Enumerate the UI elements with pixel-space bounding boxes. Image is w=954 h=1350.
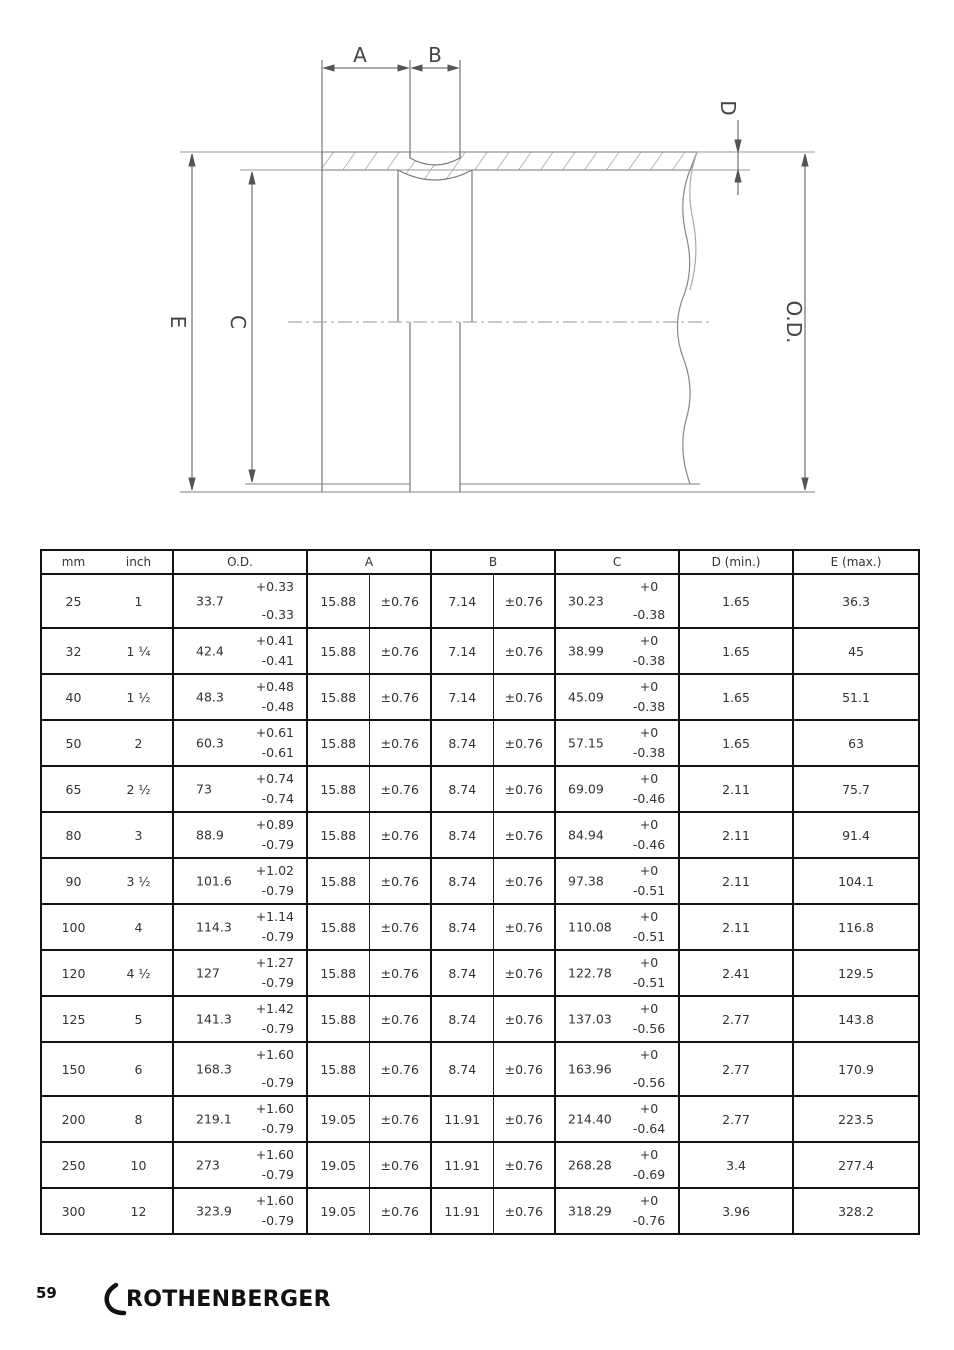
cell-a-tolerance: ±0.76 xyxy=(369,674,431,720)
od-plus-tolerance: +0.74 xyxy=(255,771,294,786)
cell-a: 19.05 xyxy=(307,1188,369,1234)
od-plus-tolerance: +0.41 xyxy=(255,633,294,648)
od-plus-tolerance: +1.02 xyxy=(255,863,294,878)
cell-d-min: 3.4 xyxy=(679,1142,793,1188)
table-row xyxy=(41,858,919,904)
cell-mm: 300 xyxy=(61,1203,86,1219)
cell-b-tolerance: ±0.76 xyxy=(493,950,555,996)
od-value: 273 xyxy=(196,1157,220,1173)
groove-dimension-drawing xyxy=(0,0,954,520)
c-plus-tolerance: +0 xyxy=(639,1047,659,1062)
cell-c xyxy=(555,1188,679,1234)
cell-a: 15.88 xyxy=(307,574,369,628)
cell-od xyxy=(173,904,307,950)
od-minus-tolerance: -0.79 xyxy=(261,1213,294,1228)
label-b: B xyxy=(428,43,442,67)
cell-a-tolerance: ±0.76 xyxy=(369,1042,431,1096)
groove-dimensions-table xyxy=(40,549,920,1235)
cell-a-tolerance: ±0.76 xyxy=(369,904,431,950)
header-e: E (max.) xyxy=(793,550,919,574)
cell-inch: 1 ¼ xyxy=(126,643,151,659)
cell-d-min: 2.77 xyxy=(679,1042,793,1096)
od-minus-tolerance: -0.33 xyxy=(261,607,294,622)
cell-d-min: 2.77 xyxy=(679,996,793,1042)
cell-b: 8.74 xyxy=(431,720,493,766)
cell-c xyxy=(555,812,679,858)
page-footer xyxy=(0,1270,954,1330)
od-plus-tolerance: +0.48 xyxy=(255,679,294,694)
table-row xyxy=(41,1142,919,1188)
cell-a-tolerance: ±0.76 xyxy=(369,1142,431,1188)
table-row xyxy=(41,1042,919,1096)
table-row xyxy=(41,574,919,628)
od-minus-tolerance: -0.79 xyxy=(261,837,294,852)
cell-a: 15.88 xyxy=(307,996,369,1042)
cell-e-max: 170.9 xyxy=(793,1042,919,1096)
cell-d-min: 2.77 xyxy=(679,1096,793,1142)
c-minus-tolerance: -0.56 xyxy=(632,1075,666,1090)
header-c: C xyxy=(555,550,679,574)
c-minus-tolerance: -0.51 xyxy=(632,929,666,944)
cell-mm: 100 xyxy=(61,919,86,935)
od-plus-tolerance: +1.60 xyxy=(255,1147,294,1162)
cell-a: 15.88 xyxy=(307,858,369,904)
cell-a: 15.88 xyxy=(307,674,369,720)
c-value: 318.29 xyxy=(568,1203,612,1219)
cell-a-tolerance: ±0.76 xyxy=(369,1188,431,1234)
cell-d-min: 2.11 xyxy=(679,858,793,904)
cell-mm: 50 xyxy=(65,735,82,751)
cell-e-max: 91.4 xyxy=(793,812,919,858)
c-plus-tolerance: +0 xyxy=(639,679,659,694)
cell-mm: 65 xyxy=(65,781,82,797)
cell-d-min: 1.65 xyxy=(679,674,793,720)
table-row xyxy=(41,720,919,766)
table-row xyxy=(41,628,919,674)
cell-b-tolerance: ±0.76 xyxy=(493,1042,555,1096)
cell-b: 7.14 xyxy=(431,628,493,674)
cell-a-tolerance: ±0.76 xyxy=(369,766,431,812)
cell-a: 19.05 xyxy=(307,1142,369,1188)
cell-b-tolerance: ±0.76 xyxy=(493,574,555,628)
cell-c xyxy=(555,996,679,1042)
od-plus-tolerance: +0.89 xyxy=(255,817,294,832)
cell-e-max: 129.5 xyxy=(793,950,919,996)
c-plus-tolerance: +0 xyxy=(639,955,659,970)
cell-c xyxy=(555,904,679,950)
cell-b: 8.74 xyxy=(431,904,493,950)
od-plus-tolerance: +0.61 xyxy=(255,725,294,740)
cell-a-tolerance: ±0.76 xyxy=(369,812,431,858)
c-minus-tolerance: -0.76 xyxy=(632,1213,666,1228)
cell-e-max: 51.1 xyxy=(793,674,919,720)
od-minus-tolerance: -0.79 xyxy=(261,1021,294,1036)
cell-b-tolerance: ±0.76 xyxy=(493,628,555,674)
cell-b: 8.74 xyxy=(431,812,493,858)
cell-e-max: 143.8 xyxy=(793,996,919,1042)
cell-e-max: 63 xyxy=(793,720,919,766)
c-value: 30.23 xyxy=(568,593,604,609)
od-value: 60.3 xyxy=(196,735,224,751)
cell-b: 11.91 xyxy=(431,1188,493,1234)
od-value: 141.3 xyxy=(196,1011,232,1027)
cell-e-max: 104.1 xyxy=(793,858,919,904)
cell-mm: 120 xyxy=(61,965,86,981)
cell-od xyxy=(173,1142,307,1188)
cell-inch: 1 ½ xyxy=(126,689,151,705)
cell-d-min: 1.65 xyxy=(679,574,793,628)
label-d: D xyxy=(716,100,740,116)
cell-b-tolerance: ±0.76 xyxy=(493,858,555,904)
c-minus-tolerance: -0.56 xyxy=(632,1021,666,1036)
page-number: 59 xyxy=(36,1284,57,1302)
c-value: 38.99 xyxy=(568,643,604,659)
cell-e-max: 45 xyxy=(793,628,919,674)
cell-b-tolerance: ±0.76 xyxy=(493,996,555,1042)
cell-b-tolerance: ±0.76 xyxy=(493,1096,555,1142)
cell-inch: 4 xyxy=(134,919,143,935)
od-minus-tolerance: -0.74 xyxy=(261,791,294,806)
cell-od xyxy=(173,1096,307,1142)
cell-c xyxy=(555,1142,679,1188)
cell-inch: 2 ½ xyxy=(126,781,151,797)
cell-d-min: 1.65 xyxy=(679,628,793,674)
cell-od xyxy=(173,996,307,1042)
od-value: 73 xyxy=(196,781,212,797)
cell-od xyxy=(173,1042,307,1096)
cell-a: 15.88 xyxy=(307,812,369,858)
table-header-row xyxy=(41,550,919,574)
cell-e-max: 328.2 xyxy=(793,1188,919,1234)
header-od: O.D. xyxy=(173,550,307,574)
c-value: 110.08 xyxy=(568,919,612,935)
od-plus-tolerance: +1.60 xyxy=(255,1101,294,1116)
c-value: 97.38 xyxy=(568,873,604,889)
cell-b: 8.74 xyxy=(431,1042,493,1096)
c-plus-tolerance: +0 xyxy=(639,579,659,594)
c-plus-tolerance: +0 xyxy=(639,1147,659,1162)
od-plus-tolerance: +1.42 xyxy=(255,1001,294,1016)
od-minus-tolerance: -0.48 xyxy=(261,699,294,714)
c-minus-tolerance: -0.46 xyxy=(632,791,666,806)
cell-a: 19.05 xyxy=(307,1096,369,1142)
od-minus-tolerance: -0.79 xyxy=(261,883,294,898)
cell-c xyxy=(555,1042,679,1096)
label-a: A xyxy=(353,43,367,67)
header-inch: inch xyxy=(105,550,173,574)
cell-a: 15.88 xyxy=(307,720,369,766)
cell-mm: 90 xyxy=(65,873,82,889)
od-value: 114.3 xyxy=(196,919,232,935)
table-row xyxy=(41,766,919,812)
cell-a-tolerance: ±0.76 xyxy=(369,628,431,674)
c-plus-tolerance: +0 xyxy=(639,633,659,648)
c-value: 214.40 xyxy=(568,1111,612,1127)
label-c: C xyxy=(226,315,250,329)
cell-a: 15.88 xyxy=(307,1042,369,1096)
cell-b: 11.91 xyxy=(431,1096,493,1142)
cell-b: 7.14 xyxy=(431,674,493,720)
cell-mm: 150 xyxy=(61,1061,86,1077)
cell-c xyxy=(555,766,679,812)
cell-c xyxy=(555,1096,679,1142)
header-b: B xyxy=(431,550,555,574)
cell-od xyxy=(173,1188,307,1234)
c-value: 163.96 xyxy=(568,1061,612,1077)
cell-mm: 125 xyxy=(61,1011,86,1027)
cell-a-tolerance: ±0.76 xyxy=(369,1096,431,1142)
od-minus-tolerance: -0.79 xyxy=(261,1167,294,1182)
label-e: E xyxy=(166,315,190,329)
c-minus-tolerance: -0.46 xyxy=(632,837,666,852)
od-minus-tolerance: -0.79 xyxy=(261,1121,294,1136)
od-plus-tolerance: +1.14 xyxy=(255,909,294,924)
c-value: 137.03 xyxy=(568,1011,612,1027)
cell-inch: 4 ½ xyxy=(126,965,151,981)
od-plus-tolerance: +1.60 xyxy=(255,1193,294,1208)
cell-od xyxy=(173,858,307,904)
cell-mm: 25 xyxy=(65,593,82,609)
c-value: 69.09 xyxy=(568,781,604,797)
cell-b: 8.74 xyxy=(431,858,493,904)
od-value: 323.9 xyxy=(196,1203,232,1219)
cell-od xyxy=(173,766,307,812)
table-row xyxy=(41,950,919,996)
c-plus-tolerance: +0 xyxy=(639,909,659,924)
cell-a-tolerance: ±0.76 xyxy=(369,996,431,1042)
cell-b-tolerance: ±0.76 xyxy=(493,812,555,858)
cell-e-max: 223.5 xyxy=(793,1096,919,1142)
cell-od xyxy=(173,720,307,766)
od-value: 88.9 xyxy=(196,827,224,843)
cell-d-min: 1.65 xyxy=(679,720,793,766)
cell-c xyxy=(555,720,679,766)
c-value: 45.09 xyxy=(568,689,604,705)
c-minus-tolerance: -0.64 xyxy=(632,1121,666,1136)
od-plus-tolerance: +1.27 xyxy=(255,955,294,970)
pipe-wall-section xyxy=(180,152,815,180)
cell-a-tolerance: ±0.76 xyxy=(369,950,431,996)
cell-a: 15.88 xyxy=(307,904,369,950)
cell-b-tolerance: ±0.76 xyxy=(493,1142,555,1188)
od-minus-tolerance: -0.79 xyxy=(261,1075,294,1090)
table-row xyxy=(41,1096,919,1142)
cell-b-tolerance: ±0.76 xyxy=(493,904,555,950)
c-minus-tolerance: -0.38 xyxy=(632,745,666,760)
cell-inch: 8 xyxy=(134,1111,143,1127)
cell-b-tolerance: ±0.76 xyxy=(493,674,555,720)
od-minus-tolerance: -0.61 xyxy=(261,745,294,760)
cell-c xyxy=(555,674,679,720)
table-body xyxy=(41,574,919,1234)
cell-a-tolerance: ±0.76 xyxy=(369,574,431,628)
cell-b-tolerance: ±0.76 xyxy=(493,1188,555,1234)
c-minus-tolerance: -0.69 xyxy=(632,1167,666,1182)
dimension-lines xyxy=(189,65,808,490)
od-value: 33.7 xyxy=(196,593,224,609)
brand-name: ROTHENBERGER xyxy=(126,1286,331,1312)
header-mm: mm xyxy=(41,550,105,574)
cell-d-min: 3.96 xyxy=(679,1188,793,1234)
cell-inch: 12 xyxy=(130,1203,147,1219)
cell-b-tolerance: ±0.76 xyxy=(493,766,555,812)
cell-b: 8.74 xyxy=(431,996,493,1042)
c-plus-tolerance: +0 xyxy=(639,1193,659,1208)
cell-e-max: 116.8 xyxy=(793,904,919,950)
pipe-outline xyxy=(180,60,815,492)
c-value: 84.94 xyxy=(568,827,604,843)
cell-c xyxy=(555,574,679,628)
od-value: 168.3 xyxy=(196,1061,232,1077)
cell-e-max: 75.7 xyxy=(793,766,919,812)
table-row xyxy=(41,674,919,720)
cell-mm: 32 xyxy=(65,643,82,659)
cell-inch: 2 xyxy=(134,735,143,751)
cell-e-max: 36.3 xyxy=(793,574,919,628)
c-minus-tolerance: -0.38 xyxy=(632,607,666,622)
c-value: 57.15 xyxy=(568,735,604,751)
cell-mm: 250 xyxy=(61,1157,86,1173)
label-od: O.D. xyxy=(782,300,806,344)
cell-mm: 200 xyxy=(61,1111,86,1127)
cell-mm: 40 xyxy=(65,689,82,705)
od-plus-tolerance: +1.60 xyxy=(255,1047,294,1062)
c-minus-tolerance: -0.38 xyxy=(632,653,666,668)
c-plus-tolerance: +0 xyxy=(639,725,659,740)
c-plus-tolerance: +0 xyxy=(639,863,659,878)
od-value: 48.3 xyxy=(196,689,224,705)
od-value: 127 xyxy=(196,965,220,981)
cell-b: 11.91 xyxy=(431,1142,493,1188)
cell-d-min: 2.11 xyxy=(679,766,793,812)
cell-b: 8.74 xyxy=(431,766,493,812)
cell-od xyxy=(173,628,307,674)
od-value: 219.1 xyxy=(196,1111,232,1127)
cell-od xyxy=(173,574,307,628)
c-plus-tolerance: +0 xyxy=(639,1101,659,1116)
od-minus-tolerance: -0.79 xyxy=(261,975,294,990)
cell-c xyxy=(555,628,679,674)
dimension-labels xyxy=(166,43,806,344)
cell-inch: 6 xyxy=(134,1061,143,1077)
cell-inch: 3 ½ xyxy=(126,873,151,889)
header-a: A xyxy=(307,550,431,574)
brand-logo xyxy=(102,1280,331,1318)
header-d: D (min.) xyxy=(679,550,793,574)
cell-b: 7.14 xyxy=(431,574,493,628)
c-minus-tolerance: -0.51 xyxy=(632,975,666,990)
od-minus-tolerance: -0.41 xyxy=(261,653,294,668)
cell-a-tolerance: ±0.76 xyxy=(369,720,431,766)
c-value: 122.78 xyxy=(568,965,612,981)
cell-inch: 10 xyxy=(130,1157,147,1173)
od-value: 42.4 xyxy=(196,643,224,659)
cell-a: 15.88 xyxy=(307,628,369,674)
cell-od xyxy=(173,950,307,996)
cell-c xyxy=(555,858,679,904)
cell-d-min: 2.11 xyxy=(679,812,793,858)
c-minus-tolerance: -0.38 xyxy=(632,699,666,714)
cell-mm: 80 xyxy=(65,827,82,843)
table-row xyxy=(41,1188,919,1234)
cell-b: 8.74 xyxy=(431,950,493,996)
cell-a: 15.88 xyxy=(307,766,369,812)
cell-inch: 3 xyxy=(134,827,143,843)
cell-d-min: 2.11 xyxy=(679,904,793,950)
c-value: 268.28 xyxy=(568,1157,612,1173)
cell-inch: 5 xyxy=(134,1011,143,1027)
c-minus-tolerance: -0.51 xyxy=(632,883,666,898)
cell-od xyxy=(173,812,307,858)
cell-inch: 1 xyxy=(134,593,143,609)
c-plus-tolerance: +0 xyxy=(639,1001,659,1016)
od-plus-tolerance: +0.33 xyxy=(255,579,294,594)
cell-d-min: 2.41 xyxy=(679,950,793,996)
c-plus-tolerance: +0 xyxy=(639,771,659,786)
cell-b-tolerance: ±0.76 xyxy=(493,720,555,766)
c-plus-tolerance: +0 xyxy=(639,817,659,832)
od-minus-tolerance: -0.79 xyxy=(261,929,294,944)
cell-od xyxy=(173,674,307,720)
table-row xyxy=(41,996,919,1042)
cell-a-tolerance: ±0.76 xyxy=(369,858,431,904)
table-row xyxy=(41,904,919,950)
table-row xyxy=(41,812,919,858)
cell-a: 15.88 xyxy=(307,950,369,996)
cell-e-max: 277.4 xyxy=(793,1142,919,1188)
cell-c xyxy=(555,950,679,996)
od-value: 101.6 xyxy=(196,873,232,889)
